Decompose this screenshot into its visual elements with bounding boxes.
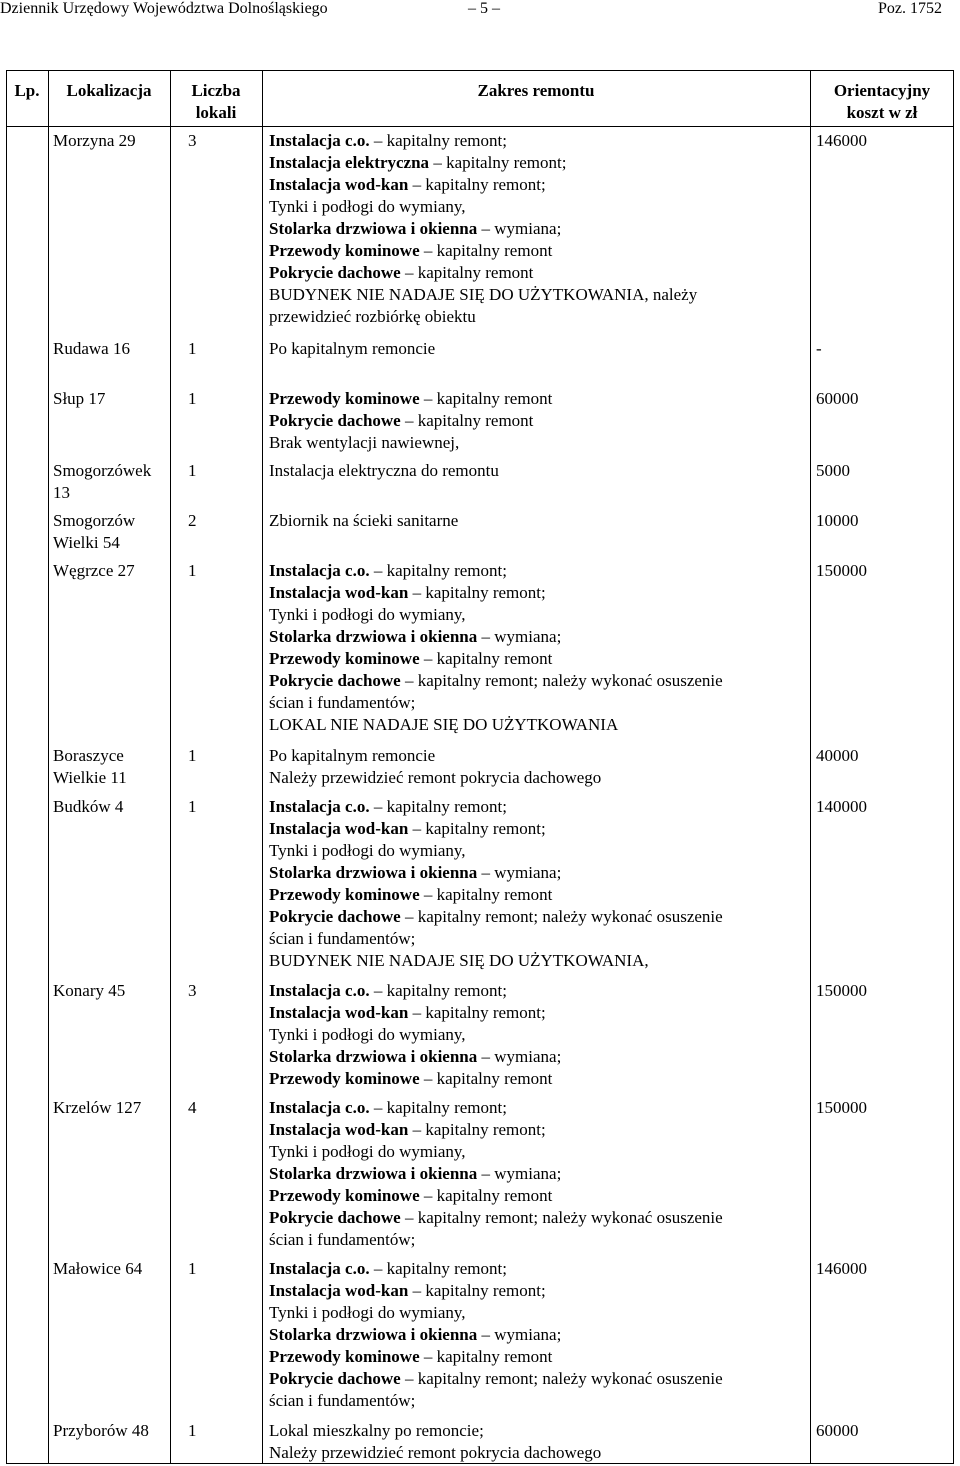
scope-line: Należy przewidzieć remont pokrycia dachowego [269,1443,602,1462]
header-koszt: Orientacyjny [833,81,931,100]
page-number: – 5 – [468,0,500,17]
scope-line: BUDYNEK NIE NADAJE SIĘ DO UŻYTKOWANIA, należy [269,285,698,304]
scope-line: Tynki i podłogi do wymiany, [269,1303,466,1322]
count-cell: 1 [188,797,197,816]
scope-line: Instalacja c.o. – kapitalny remont; [269,1098,507,1117]
scope-line: Pokrycie dachowe – kapitalny remont; należy wykonać osuszenie [269,1208,723,1227]
count-cell: 1 [188,461,197,480]
scope-line: Należy przewidzieć remont pokrycia dachowego [269,768,602,787]
location-cell: Smogorzów [53,511,136,530]
location-cell: Wielki 54 [53,533,120,552]
count-cell: 1 [188,746,197,765]
cost-cell: 40000 [816,746,859,765]
count-cell: 4 [188,1098,197,1117]
scope-line: Przewody kominowe – kapitalny remont [269,389,553,408]
location-cell: Budków 4 [53,797,124,816]
cost-cell: 140000 [816,797,867,816]
cost-cell: 146000 [816,1259,867,1278]
scope-line: Zbiornik na ścieki sanitarne [269,511,459,530]
scope-line: ścian i fundamentów; [269,1391,416,1410]
count-cell: 1 [188,1421,197,1440]
location-cell: Małowice 64 [53,1259,143,1278]
scope-line: Instalacja elektryczna do remontu [269,461,499,480]
scope-line: Instalacja elektryczna – kapitalny remont; [269,153,567,172]
scope-line: ścian i fundamentów; [269,929,416,948]
scope-line: Instalacja wod-kan – kapitalny remont; [269,583,546,602]
scope-line: Przewody kominowe – kapitalny remont [269,241,553,260]
scope-line: Przewody kominowe – kapitalny remont [269,885,553,904]
scope-line: Stolarka drzwiowa i okienna – wymiana; [269,1325,562,1344]
scope-line: Przewody kominowe – kapitalny remont [269,1347,553,1366]
scope-line: Brak wentylacji nawiewnej, [269,433,460,452]
scope-line: Instalacja c.o. – kapitalny remont; [269,1259,507,1278]
scope-line: Instalacja c.o. – kapitalny remont; [269,797,507,816]
count-cell: 1 [188,561,197,580]
scope-line: Tynki i podłogi do wymiany, [269,605,466,624]
cost-cell: 150000 [816,561,867,580]
location-cell: 13 [53,483,70,502]
scope-line: Instalacja wod-kan – kapitalny remont; [269,1120,546,1139]
count-cell: 3 [188,981,197,1000]
scope-line: ścian i fundamentów; [269,693,416,712]
location-cell: Rudawa 16 [53,339,130,358]
scope-line: Stolarka drzwiowa i okienna – wymiana; [269,1047,562,1066]
scope-line: Instalacja c.o. – kapitalny remont; [269,981,507,1000]
cost-cell: 60000 [816,389,859,408]
position-number: Poz. 1752 [878,0,942,17]
scope-line: Instalacja wod-kan – kapitalny remont; [269,1003,546,1022]
count-cell: 1 [188,339,197,358]
header-zakres: Zakres remontu [477,81,595,100]
scope-line: Tynki i podłogi do wymiany, [269,1142,466,1161]
location-cell: Krzelów 127 [53,1098,142,1117]
scope-line: Przewody kominowe – kapitalny remont [269,1186,553,1205]
scope-line: LOKAL NIE NADAJE SIĘ DO UŻYTKOWANIA [269,715,619,734]
scope-line: Instalacja c.o. – kapitalny remont; [269,561,507,580]
scope-line: Pokrycie dachowe – kapitalny remont; należy wykonać osuszenie [269,907,723,926]
location-cell: Smogorzówek [53,461,152,480]
scope-line: Stolarka drzwiowa i okienna – wymiana; [269,219,562,238]
location-cell: Wielkie 11 [53,768,127,787]
header-liczba: Liczba [191,81,241,100]
scope-line: Pokrycie dachowe – kapitalny remont [269,411,534,430]
scope-line: Stolarka drzwiowa i okienna – wymiana; [269,863,562,882]
cost-cell: 60000 [816,1421,859,1440]
journal-title: Dziennik Urzędowy Województwa Dolnośląskiego [0,0,328,17]
location-cell: Boraszyce [53,746,124,765]
scope-line: Instalacja wod-kan – kapitalny remont; [269,819,546,838]
scope-line: ścian i fundamentów; [269,1230,416,1249]
scope-line: Lokal mieszkalny po remoncie; [269,1421,484,1440]
scope-line: Przewody kominowe – kapitalny remont [269,1069,553,1088]
column-divider [48,70,49,1464]
scope-line: Pokrycie dachowe – kapitalny remont; należy wykonać osuszenie [269,671,723,690]
scope-line: Instalacja c.o. – kapitalny remont; [269,131,507,150]
scope-line: BUDYNEK NIE NADAJE SIĘ DO UŻYTKOWANIA, [269,951,649,970]
scope-line: Tynki i podłogi do wymiany, [269,841,466,860]
scope-line: Po kapitalnym remoncie [269,339,436,358]
cost-cell: - [816,339,822,358]
scope-line: Pokrycie dachowe – kapitalny remont [269,263,534,282]
location-cell: Słup 17 [53,389,106,408]
scope-line: Tynki i podłogi do wymiany, [269,1025,466,1044]
count-cell: 1 [188,389,197,408]
cost-cell: 10000 [816,511,859,530]
location-cell: Węgrzce 27 [53,561,135,580]
page-header [0,0,960,20]
cost-cell: 146000 [816,131,867,150]
cost-cell: 150000 [816,981,867,1000]
column-divider [170,70,171,1464]
count-cell: 2 [188,511,197,530]
cost-cell: 150000 [816,1098,867,1117]
scope-line: Przewody kominowe – kapitalny remont [269,649,553,668]
header-lokalizacja: Lokalizacja [66,81,152,100]
location-cell: Przyborów 48 [53,1421,149,1440]
scope-line: Tynki i podłogi do wymiany, [269,197,466,216]
header-separator [6,126,954,127]
scope-line: Instalacja wod-kan – kapitalny remont; [269,175,546,194]
scope-line: Pokrycie dachowe – kapitalny remont; należy wykonać osuszenie [269,1369,723,1388]
location-cell: Konary 45 [53,981,126,1000]
scope-line: Stolarka drzwiowa i okienna – wymiana; [269,1164,562,1183]
count-cell: 3 [188,131,197,150]
column-divider [810,70,811,1464]
scope-line: przewidzieć rozbiórkę obiektu [269,307,476,326]
header-lokali: lokali [195,103,237,122]
scope-line: Stolarka drzwiowa i okienna – wymiana; [269,627,562,646]
cost-cell: 5000 [816,461,850,480]
count-cell: 1 [188,1259,197,1278]
scope-line: Po kapitalnym remoncie [269,746,436,765]
header-koszt-unit: koszt w zł [846,103,918,122]
header-lp: Lp. [14,81,40,100]
scope-line: Instalacja wod-kan – kapitalny remont; [269,1281,546,1300]
location-cell: Morzyna 29 [53,131,136,150]
column-divider [262,70,263,1464]
